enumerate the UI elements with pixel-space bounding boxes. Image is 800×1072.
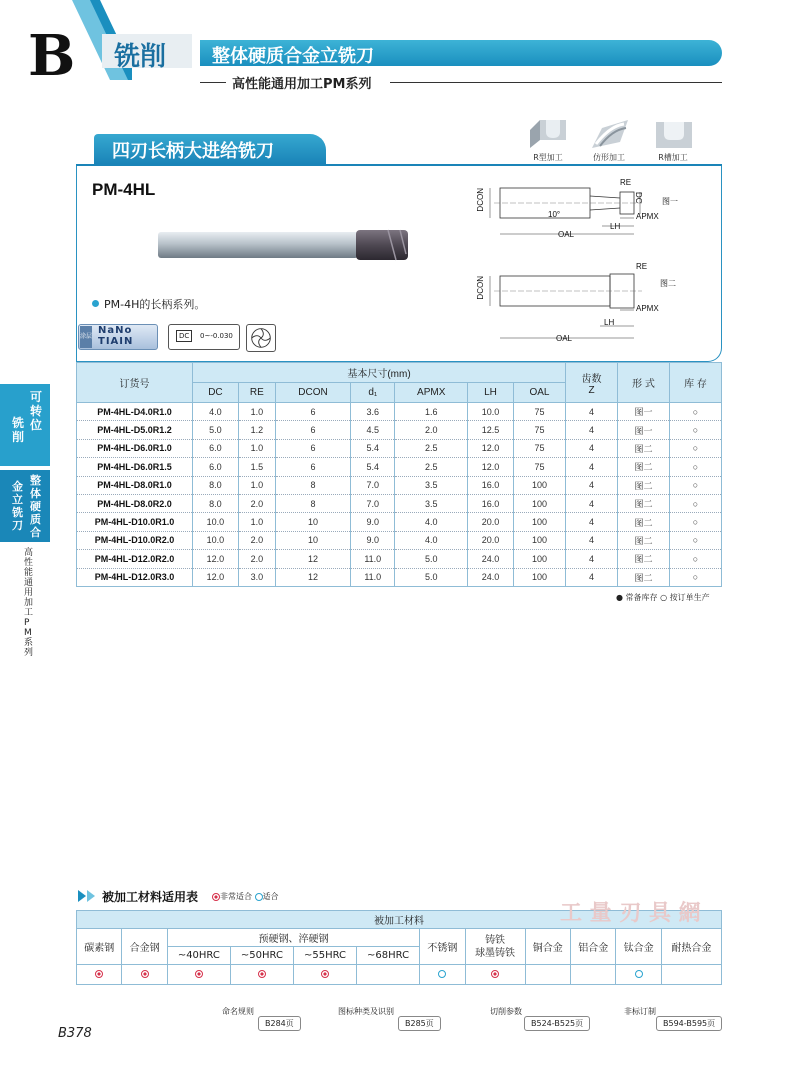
table-row [77, 550, 722, 568]
suitability-cell [616, 965, 661, 985]
cell-z: 4 [566, 403, 618, 421]
figure-label: 图二 [660, 279, 676, 288]
cell-oal: 75 [513, 458, 565, 476]
label-re: RE [620, 178, 632, 187]
cell-d1: 9.0 [351, 513, 395, 531]
cell-form: 图二 [618, 550, 670, 568]
cell-oal: 100 [513, 494, 565, 512]
cell-lh: 16.0 [468, 476, 514, 494]
cell-code: PM-4HL-D10.0R2.0 [77, 531, 193, 549]
cell-d1: 3.6 [351, 403, 395, 421]
col-lh: LH [468, 383, 514, 403]
coating-name-line1: NaNo [98, 325, 133, 336]
cell-code: PM-4HL-D8.0R2.0 [77, 494, 193, 512]
cell-z: 4 [566, 458, 618, 476]
suitability-cell [420, 965, 465, 985]
r-groove-icon [528, 118, 568, 150]
cell-lh: 12.0 [468, 458, 514, 476]
cell-code: PM-4HL-D4.0R1.0 [77, 403, 193, 421]
cell-apmx: 5.0 [395, 550, 468, 568]
cell-form: 图二 [618, 458, 670, 476]
suitable-icon [438, 970, 446, 978]
cell-oal: 100 [513, 513, 565, 531]
side-tab-solid-carbide[interactable] [0, 470, 50, 542]
col-order: 订货号 [77, 363, 193, 403]
cell-form: 图二 [618, 568, 670, 586]
cell-dcon: 6 [275, 458, 350, 476]
label-lh: LH [610, 222, 621, 231]
suitable-icon [635, 970, 643, 978]
label-dc: DC [634, 192, 643, 204]
figure-label: 图一 [662, 197, 678, 206]
cell-dcon: 6 [275, 403, 350, 421]
double-arrow-icon [78, 890, 98, 902]
machining-label: 仿形加工 [593, 153, 625, 162]
cell-oal: 100 [513, 531, 565, 549]
coating-side-label: 涂层 [80, 326, 92, 348]
divider [200, 82, 226, 83]
cell-re: 1.2 [238, 421, 275, 439]
bullet-icon [92, 300, 99, 307]
table-row [77, 531, 722, 549]
ref-label: 命名规则 [222, 1007, 254, 1016]
cell-apmx: 3.5 [395, 494, 468, 512]
cell-apmx: 4.0 [395, 531, 468, 549]
cell-dcon: 8 [275, 494, 350, 512]
cell-re: 1.5 [238, 458, 275, 476]
cell-lh: 12.0 [468, 439, 514, 457]
col-dcon: DCON [275, 383, 350, 403]
materials-header: 被加工材料 [77, 911, 722, 929]
side-tab-label: 整体硬质合 [30, 474, 41, 539]
cell-z: 4 [566, 494, 618, 512]
mat-col: 合金钢 [122, 929, 167, 965]
cell-re: 2.0 [238, 550, 275, 568]
very-suitable-icon [195, 970, 203, 978]
col-teeth: 齿数 Z [566, 363, 618, 403]
cell-stock: ○ [670, 494, 722, 512]
table-row [77, 513, 722, 531]
cell-dc: 10.0 [193, 531, 239, 549]
ref-page-link[interactable]: B285页 [398, 1016, 441, 1031]
cell-apmx: 2.0 [395, 421, 468, 439]
label-re: RE [636, 262, 648, 271]
suitability-cell [230, 965, 293, 985]
cell-code: PM-4HL-D10.0R1.0 [77, 513, 193, 531]
cell-z: 4 [566, 513, 618, 531]
cell-z: 4 [566, 568, 618, 586]
side-series-label: 高性能通用加工PM系列 [24, 548, 34, 658]
four-flute-icon [246, 324, 276, 352]
suitability-cell [525, 965, 570, 985]
label-angle: 10° [548, 210, 561, 219]
cell-oal: 100 [513, 550, 565, 568]
suitability-cell [122, 965, 167, 985]
col-re: RE [238, 383, 275, 403]
cell-code: PM-4HL-D6.0R1.0 [77, 439, 193, 457]
side-tab-label: 铣削 [12, 416, 25, 444]
cell-re: 1.0 [238, 476, 275, 494]
very-suitable-icon [258, 970, 266, 978]
cell-form: 图二 [618, 476, 670, 494]
cell-d1: 7.0 [351, 494, 395, 512]
cell-dcon: 6 [275, 421, 350, 439]
cell-stock: ○ [670, 421, 722, 439]
cell-d1: 11.0 [351, 550, 395, 568]
cell-form: 图二 [618, 513, 670, 531]
table-row [77, 403, 722, 421]
label-oal: OAL [556, 334, 573, 343]
cell-z: 4 [566, 531, 618, 549]
cell-z: 4 [566, 476, 618, 494]
hardness-col: ~40HRC [167, 947, 230, 965]
tolerance-symbol: DC [176, 330, 192, 342]
ref-label: 切削参数 [490, 1007, 522, 1016]
cell-form: 图二 [618, 494, 670, 512]
ref-page-link[interactable]: B594-B595页 [656, 1016, 722, 1031]
mat-col: 预硬钢、淬硬钢 [167, 929, 419, 947]
suitable-icon [255, 893, 263, 901]
hardness-col: ~55HRC [293, 947, 356, 965]
very-suitable-icon [141, 970, 149, 978]
coating-name-line2: TIAIN [98, 336, 134, 347]
very-suitable-icon [95, 970, 103, 978]
cell-oal: 75 [513, 439, 565, 457]
cell-re: 3.0 [238, 568, 275, 586]
profiling-icon [590, 118, 630, 150]
cell-form: 图一 [618, 421, 670, 439]
suitability-cell [357, 965, 420, 985]
cell-dcon: 10 [275, 513, 350, 531]
very-suitable-icon [212, 893, 220, 901]
end-mill-image [156, 224, 416, 266]
page-subtitle: 高性能通用加工PM系列 [232, 77, 372, 92]
cell-apmx: 3.5 [395, 476, 468, 494]
cell-z: 4 [566, 439, 618, 457]
label-dcon: DCON [476, 188, 485, 212]
mat-col: 钛合金 [616, 929, 661, 965]
cell-form: 图二 [618, 531, 670, 549]
mat-col: 耐热合金 [661, 929, 721, 965]
table-row [77, 439, 722, 457]
ref-page-link[interactable]: B524-B525页 [524, 1016, 590, 1031]
cell-dc: 12.0 [193, 550, 239, 568]
cell-oal: 100 [513, 568, 565, 586]
side-tab-label: 可转位 [30, 390, 43, 432]
cell-re: 2.0 [238, 531, 275, 549]
cell-dcon: 12 [275, 568, 350, 586]
col-dc: DC [193, 383, 239, 403]
col-stock: 库 存 [670, 363, 722, 403]
machining-label: R型加工 [533, 153, 563, 162]
category-label: 铣削 [114, 42, 167, 72]
chapter-letter: B [28, 23, 76, 89]
ref-page-link[interactable]: B284页 [258, 1016, 301, 1031]
spec-table [76, 362, 722, 587]
cell-z: 4 [566, 550, 618, 568]
cell-dc: 10.0 [193, 513, 239, 531]
cell-lh: 24.0 [468, 568, 514, 586]
mat-col: 铸铁 球墨铸铁 [465, 929, 525, 965]
mat-col: 碳素钢 [77, 929, 122, 965]
table-row [77, 476, 722, 494]
label-lh: LH [604, 318, 615, 327]
cell-z: 4 [566, 421, 618, 439]
cell-stock: ○ [670, 513, 722, 531]
cell-re: 1.0 [238, 439, 275, 457]
page-number: B378 [58, 1026, 92, 1041]
col-oal: OAL [513, 383, 565, 403]
divider [390, 82, 722, 83]
suitability-cell [77, 965, 122, 985]
label-dcon: DCON [476, 276, 485, 300]
cell-apmx: 2.5 [395, 439, 468, 457]
col-form: 形 式 [618, 363, 670, 403]
cell-form: 图二 [618, 439, 670, 457]
label-oal: OAL [558, 230, 575, 239]
cell-code: PM-4HL-D8.0R1.0 [77, 476, 193, 494]
tolerance-range: 0~-0.030 [200, 332, 233, 340]
cell-dcon: 12 [275, 550, 350, 568]
product-name: PM-4HL [92, 180, 156, 199]
label-apmx: APMX [636, 212, 659, 221]
cell-code: PM-4HL-D12.0R3.0 [77, 568, 193, 586]
cell-oal: 75 [513, 403, 565, 421]
suitability-cell [293, 965, 356, 985]
suitability-row [77, 965, 722, 985]
cell-d1: 5.4 [351, 458, 395, 476]
suitability-cell [167, 965, 230, 985]
cell-apmx: 4.0 [395, 513, 468, 531]
stock-legend: ● 常备库存 ○ 按订单生产 [616, 593, 710, 602]
cell-lh: 10.0 [468, 403, 514, 421]
cell-re: 1.0 [238, 403, 275, 421]
cell-lh: 20.0 [468, 531, 514, 549]
ref-label: 图标种类及识别 [338, 1007, 394, 1016]
cell-oal: 100 [513, 476, 565, 494]
table-row [77, 568, 722, 586]
table-row [77, 494, 722, 512]
cell-d1: 7.0 [351, 476, 395, 494]
cell-d1: 4.5 [351, 421, 395, 439]
cell-lh: 24.0 [468, 550, 514, 568]
cell-dc: 8.0 [193, 476, 239, 494]
cell-dc: 6.0 [193, 458, 239, 476]
very-suitable-icon [491, 970, 499, 978]
col-apmx: APMX [395, 383, 468, 403]
cell-dc: 5.0 [193, 421, 239, 439]
cell-form: 图一 [618, 403, 670, 421]
cell-d1: 9.0 [351, 531, 395, 549]
table-row [77, 458, 722, 476]
label-apmx: APMX [636, 304, 659, 313]
cell-dc: 6.0 [193, 439, 239, 457]
cell-stock: ○ [670, 458, 722, 476]
cell-code: PM-4HL-D6.0R1.5 [77, 458, 193, 476]
machining-label: R槽加工 [658, 153, 688, 162]
suitability-cell [465, 965, 525, 985]
hardness-col: ~50HRC [230, 947, 293, 965]
page-title: 整体硬质合金立铣刀 [212, 46, 374, 67]
cell-stock: ○ [670, 403, 722, 421]
very-suitable-icon [321, 970, 329, 978]
cell-apmx: 1.6 [395, 403, 468, 421]
cell-stock: ○ [670, 439, 722, 457]
product-note: PM-4H的长柄系列。 [104, 298, 206, 311]
suitability-cell [661, 965, 721, 985]
materials-title: 被加工材料适用表 [102, 890, 199, 904]
table-row [77, 421, 722, 439]
cell-re: 1.0 [238, 513, 275, 531]
col-d1: d₁ [351, 383, 395, 403]
cell-d1: 5.4 [351, 439, 395, 457]
cell-dcon: 10 [275, 531, 350, 549]
cell-lh: 12.5 [468, 421, 514, 439]
r-slot-icon [654, 118, 694, 150]
cell-lh: 16.0 [468, 494, 514, 512]
cell-dc: 4.0 [193, 403, 239, 421]
ref-label: 非标订制 [624, 1007, 656, 1016]
cell-dc: 12.0 [193, 568, 239, 586]
side-tab-label: 金立铣刀 [12, 480, 23, 532]
cell-oal: 75 [513, 421, 565, 439]
cell-dcon: 6 [275, 439, 350, 457]
cell-stock: ○ [670, 531, 722, 549]
cell-stock: ○ [670, 568, 722, 586]
cell-dcon: 8 [275, 476, 350, 494]
suitability-cell [571, 965, 616, 985]
cell-code: PM-4HL-D5.0R1.2 [77, 421, 193, 439]
section-title: 四刃长柄大进给铣刀 [112, 141, 274, 162]
cell-code: PM-4HL-D12.0R2.0 [77, 550, 193, 568]
col-basic-dims: 基本尺寸(mm) [193, 363, 566, 383]
cell-apmx: 5.0 [395, 568, 468, 586]
cell-stock: ○ [670, 476, 722, 494]
cell-apmx: 2.5 [395, 458, 468, 476]
hardness-col: ~68HRC [357, 947, 420, 965]
cell-stock: ○ [670, 550, 722, 568]
technical-drawing [470, 170, 720, 346]
cell-re: 2.0 [238, 494, 275, 512]
materials-legend: 非常适合 适合 [212, 891, 279, 902]
mat-col: 铝合金 [571, 929, 616, 965]
side-tab-indexable[interactable] [0, 384, 50, 466]
cell-dc: 8.0 [193, 494, 239, 512]
mat-col: 不锈钢 [420, 929, 465, 965]
mat-col: 铜合金 [525, 929, 570, 965]
cell-lh: 20.0 [468, 513, 514, 531]
cell-d1: 11.0 [351, 568, 395, 586]
watermark: 工 量 刃 具 網 [560, 901, 701, 926]
